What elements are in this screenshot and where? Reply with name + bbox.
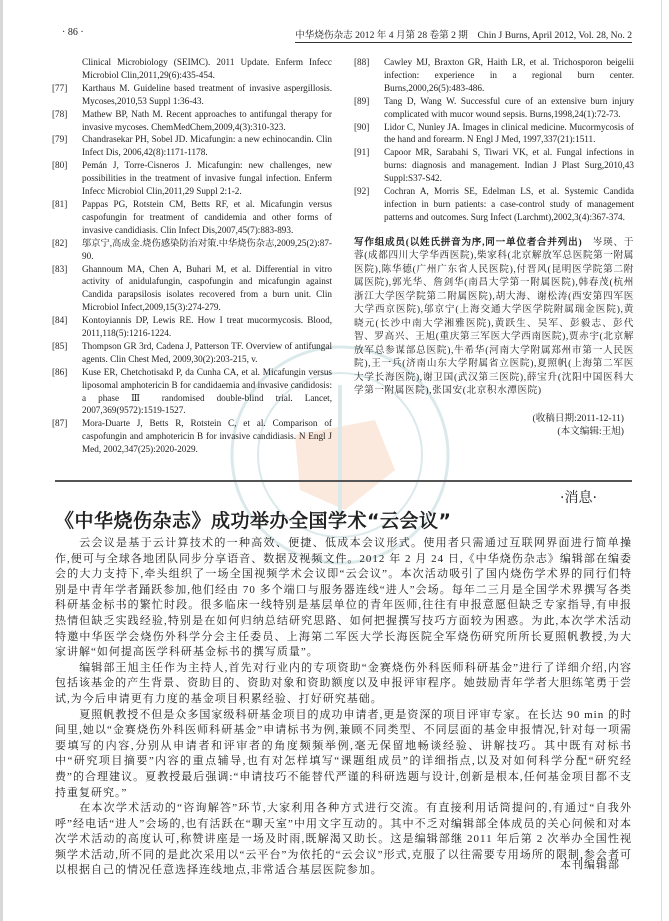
reference-item (354, 121, 634, 147)
reference-number: [88] (354, 57, 370, 67)
news-paragraph: 云会议是基于云计算技术的一种高效、便捷、低成本会议形式。使用者只需通过互联网界面进行简单操作,便可与全球各地团队同步分享语音、数据及视频文件。2012 年 2 月 24 日,《中华烧伤杂志》编辑部在编委会的大力支持下,牵头组织了一场全国视频学术会议即“云会议”。本次活动吸引了国内烧伤学术界的同行们特别是中青年学者踊跃参加,他们经由 70 多个端口与服务器连线“进人”会场。每年二三月是全国学术界撰写各类科研基金标书的繁忙时段。很多临床一线特别是基层单位的青年医师,往往有申报意愿但缺乏专家指导,有申报热情但缺乏实践经验,特别是在如何归纳总结研究思路、如何把握撰写技巧方面较为困惑。为此,本次学术活动特邀中华医学会烧伤外科学分会主任委员、上海第二军医大学长海医院全军烧伤研究所所长夏照帆教授,为大家讲解“如何提高医学科研基金标书的撰写质量”。 (55, 537, 632, 659)
reference-number: [85] (52, 340, 68, 351)
reference-text: Pappas PG, Rotstein CM, Betts RF, et al. Micafungin versus caspofungin for treatment of candidemia and other forms of invasive candidiasis. Clin Infect Dis,2007,45(7):883-893. (82, 198, 332, 235)
reference-number: [89] (354, 95, 370, 106)
reference-number: [86] (52, 366, 68, 377)
committee-members: 岑瑛、于蓉(成都四川大学华西医院),柴家科(北京解放军总医院第一附属医院),陈华德(广州广东省人民医院),付晋风(昆明医学院第二附属医院),郭光华、詹剑华(南昌大学第一附属医院),韩春茂(杭州浙江大学医学院第二附属医院),胡大海、谢松涛(西安第四军医大学西京医院),邬京宁(上海交通大学医学院附属瑞金医院),黄晓元(长沙中南大学湘雅医院),黄跃生、吴军、彭毅志、彭代智、罗高兴、王旭(重庆第三军医大学西南医院),贾赤宇(北京解放军总参谋部总医院),牛希华(河南大学附属郑州市第一人民医院),王一兵(济南山东大学附属省立医院),夏照帆(上海第二军医大学长海医院),谢卫国(武汉第三医院),薛宝升(沈阳中国医科大学第一附属医院),张国安(北京积水潭医院) (354, 236, 635, 397)
writing-committee (354, 236, 634, 398)
journal-citation: 中华烧伤杂志 2012 年 4 月第 28 卷第 2 期 Chin J Burns, April 2012, Vol. 28, No. 2 (295, 27, 632, 43)
reference-list (354, 56, 634, 224)
reference-text: Tang D, Wang W. Successful cure of an extensive burn injury complicated with mucor wound sepsis. Burns,1998,24(1):72-73. (384, 95, 634, 119)
news-paragraph: 夏照帆教授不但是众多国家级科研基金项目的成功申请者,更是资深的项目评审专家。在长达 90 min 的时间里,她以“金赛烧伤外科医师科研基金”申请标书为例,兼顾不同类型、不同层面的基金申报情况,针对每一项需要填写的内容,分别从申请者和评审者的角度频频举例,毫无保留地畅谈经验、讲解技巧。其中既有对标书中“研究项目摘要”内容的重点辅导,也有对怎样填写“课题组成员”的详细指点,以及对如何科学分配“研究经费”的合理建议。夏教授最后强调:“申请技巧不能替代严谨的科研选题与设计,创新是根本,任何基金项目都不支持重复研究。” (55, 708, 632, 799)
reference-item (52, 82, 332, 108)
reference-number: [87] (52, 418, 68, 429)
reference-text: Thompson GR 3rd, Cadena J, Patterson TF. Overview of antifungal agents. Clin Chest Med, 2009,30(2):203-215, v. (82, 340, 332, 364)
reference-item (52, 108, 332, 134)
reference-item (52, 366, 332, 418)
reference-number: [91] (354, 147, 370, 158)
reference-item (52, 263, 332, 315)
reference-text: Capoor MR, Sarabahi S, Tiwari VK, et al. Fungal infections in burns: diagnosis and management. Indian J Plast Surg,2010,43 Suppl:S37-S42. (384, 147, 634, 184)
reference-text: Karthaus M. Guideline based treatment of invasive aspergillosis. Mycoses,2010,53 Suppl 1:36-43. (82, 82, 332, 106)
received-date: (收稿日期:2011-12-11) (532, 412, 624, 424)
reference-number: [78] (52, 108, 68, 119)
reference-text: Kuse ER, Chetchotisakd P, da Cunha CA, et al. Micafungin versus liposomal amphotericin B for candidaemia and invasive candidosis: a phase Ⅲ randomised double-blind trial. Lancet, 2007,369(9572):1519-1527. (82, 366, 332, 416)
article-dates (354, 412, 634, 439)
reference-item (52, 417, 332, 456)
page-right-edge (661, 0, 662, 921)
news-title: 《中华烧伤杂志》成功举办全国学术“云会议” (55, 510, 452, 532)
reference-number: [82] (52, 237, 68, 248)
reference-number: [92] (354, 186, 370, 197)
editor-credit: (本文编辑:王旭) (557, 426, 624, 438)
committee-heading: 写作组成员(以姓氏拼音为序,同一单位者合并列出) (354, 236, 583, 248)
news-body (55, 536, 632, 879)
reference-text: 邬京宁,高成金.烧伤感染防治对策.中华烧伤杂志,2009,25(2):87-90. (82, 237, 332, 261)
reference-number: [84] (52, 315, 68, 326)
reference-item (354, 56, 634, 95)
reference-item (52, 159, 332, 198)
reference-number: [81] (52, 198, 68, 209)
reference-item (52, 133, 332, 159)
references-right-column (354, 56, 634, 439)
reference-number: [77] (52, 82, 68, 93)
reference-text: Ghannoum MA, Chen A, Buhari M, et al. Differential in vitro activity of anidulafungin, caspofungin and micafungin against Candida parapsilosis isolates recovered from a burn unit. Clin Microbiol Infect,2009,15(3):274-279. (82, 263, 332, 313)
reference-item (52, 56, 332, 82)
reference-number: [79] (52, 134, 68, 145)
reference-text: Mora-Duarte J, Betts R, Rotstein C, et al. Comparison of caspofungin and amphotericin B for invasive candidiasis. N Engl J Med, 2002,347(25):2020-2029. (82, 418, 332, 455)
reference-text: Lidor C, Nunley JA. Images in clinical medicine. Mucormycosis of the hand and forearm. N Engl J Med, 1997,337(21):1511. (384, 121, 634, 145)
reference-text: Kontoyiannis DP, Lewis RE. How I treat mucormycosis. Blood, 2011,118(5):1216-1224. (82, 315, 332, 339)
section-divider (55, 480, 632, 482)
reference-item (52, 237, 332, 263)
section-tag: ·消息· (560, 490, 597, 506)
reference-item (52, 340, 332, 366)
news-paragraph: 在本次学术活动的“咨询解答”环节,大家利用各种方式进行交流。有直接利用话筒提问的,有通过“自我外呼”经电话“进人”会场的,也有活跃在“聊天室”中用文字互动的。其中不乏对编辑部全体成员的关心问候和对本次学术活动的高度认可,称赞讲座是一场及时雨,既解渴又助长。这是编辑部继 2011 年后第 2 次举办全国性视频学术活动,所不同的是此次采用以“云平台”为依托的“云会议”形式,克服了以往需要专用场所的限制,参会者可以根据自己的情况任意选择连线地点,非常适合基层医院参加。 (55, 802, 632, 877)
reference-number: [83] (52, 263, 68, 274)
running-header (55, 25, 632, 41)
reference-item (354, 146, 634, 185)
news-signoff: 本刊编辑部 (560, 859, 620, 871)
reference-item (354, 95, 634, 121)
reference-item (354, 185, 634, 224)
reference-item (52, 314, 332, 340)
reference-text: Chandrasekar PH, Sobel JD. Micafungin: a new echinocandin. Clin Infect Dis, 2006,42(8):1171-1178. (82, 134, 332, 158)
reference-text: Pemán J, Torre-Cisneros J. Micafungin: new challenges, new possibilities in the treatment of invasive fungal infection. Enferm Infecc Microbiol Clin,2011,29 Suppl 2:1-2. (82, 160, 332, 197)
reference-text: Clinical Microbiology (SEIMC). 2011 Update. Enferm Infecc Microbiol Clin,2011,29(6):435-454. (82, 57, 332, 80)
reference-item (52, 198, 332, 237)
reference-number: [90] (354, 121, 370, 132)
reference-text: Mathew BP, Nath M. Recent approaches to antifungal therapy for invasive mycoses. ChemMedChem,2009,4(3):310-323. (82, 108, 332, 132)
reference-text: Cawley MJ, Braxton GR, Haith LR, et al. Trichosporon beigelii infection: experience in a regional burn center. Burns,2000,26(5):483-486. (384, 57, 634, 93)
reference-number: [80] (52, 160, 68, 171)
reference-number (52, 56, 82, 82)
references-left-column (52, 56, 332, 456)
page-left-edge (0, 0, 3, 921)
reference-text: Cochran A, Morris SE, Edelman LS, et al. Systemic Candida infection in burn patients: a case-control study of management patterns and outcomes. Surg Infect (Larchmt),2002,3(4):367-374. (384, 186, 634, 222)
page-number: · 86 · (62, 27, 84, 38)
news-paragraph: 编辑部王旭主任作为主持人,首先对行业内的专项资助“金赛烧伤外科医师科研基金”进行了详细介绍,内容包括该基金的产生背景、资助目的、资助对象和资助额度以及申报评审程序。她鼓励青年学者大胆练笔勇于尝试,为今后申请更有力度的基金项目积累经验、打好研究基础。 (55, 661, 632, 705)
